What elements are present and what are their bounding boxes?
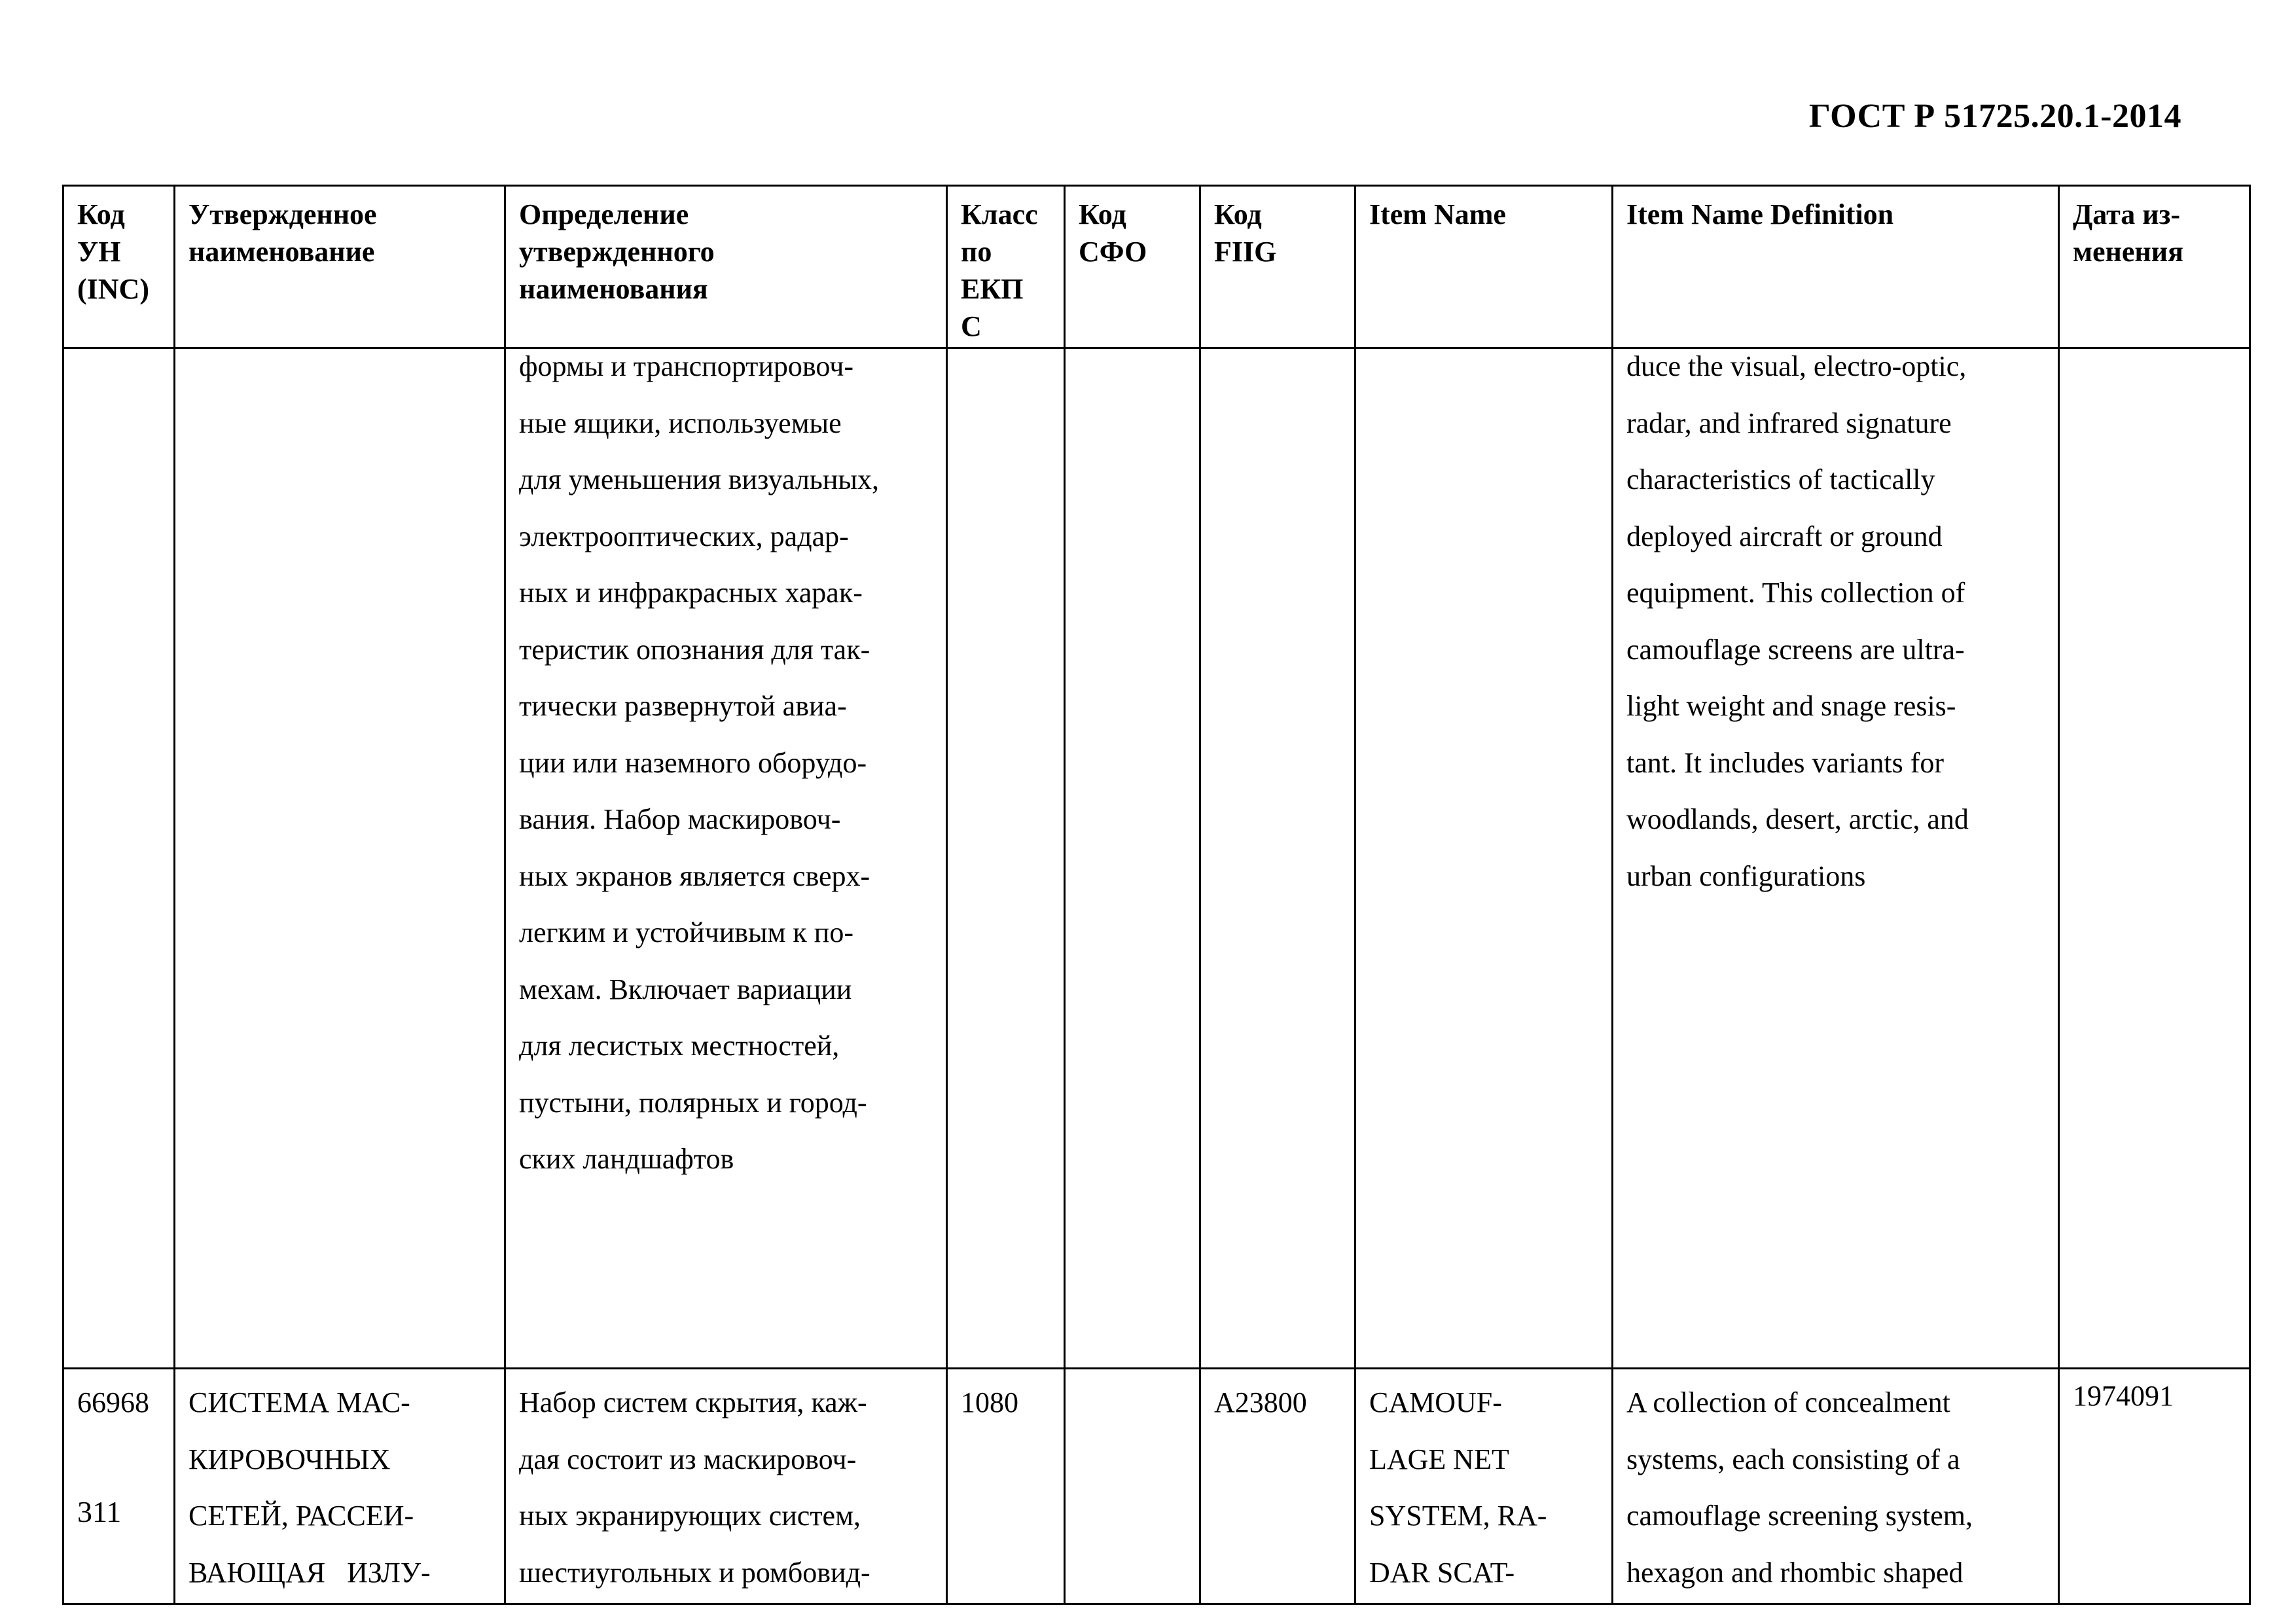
cell-definition-en: duce the visual, electro-optic, radar, and infrared signature characteristics of tactically deployed aircraft or ground equipment. This collection of camouflage screens are ultra- light weight and snage resis- tant. It includes variants for woodlands, desert, arctic, and urban configurations [1613, 348, 2059, 1369]
header-approved-name-definition: Определение утвержденного наименования [505, 186, 947, 348]
cell-item-name [1355, 348, 1613, 1369]
cell-fiig-code: A23800 [1200, 1369, 1355, 1604]
cell-definition-ru: формы и транспортировоч- ные ящики, используемые для уменьшения визуальных, электрооптических, радар- ных и инфракрасных харак- теристик опознания для так- тически развернутой авиа- ции или наземного оборудо- вания. Набор маскировоч- ных экранов является сверх- легким и устойчивым к по- мехам. Включает вариации для лесистых местностей, пустыни, полярных и город- ских ландшафтов [505, 348, 947, 1369]
cell-sfo-code [1065, 1369, 1200, 1604]
table-row-66968 [63, 1369, 2250, 1604]
header-change-date: Дата из- менения [2059, 186, 2250, 348]
header-item-name-definition: Item Name Definition [1613, 186, 2059, 348]
cell-fiig-code [1200, 348, 1355, 1369]
cell-approved-name: СИСТЕМА МАС- КИРОВОЧНЫХ СЕТЕЙ, РАССЕИ- ВАЮЩАЯ ИЗЛУ- [175, 1369, 505, 1604]
header-class: Класс по ЕКП С [947, 186, 1065, 348]
header-sfo-code: Код СФО [1065, 186, 1200, 348]
table-row-continued [63, 348, 2250, 1369]
header-fiig-code: Код FIIG [1200, 186, 1355, 348]
cell-inc: 66968 [63, 1369, 175, 1604]
cell-definition-en: A collection of concealment systems, each consisting of a camouflage screening system, hexagon and rhombic shaped [1613, 1369, 2059, 1604]
table-header-row [63, 186, 2250, 348]
cell-change-date: 1974091 [2059, 1369, 2250, 1604]
header-inc: Код УН (INC) [63, 186, 175, 348]
cell-class: 1080 [947, 1369, 1065, 1604]
document-standard-code: ГОСТ Р 51725.20.1-2014 [1808, 98, 2181, 135]
cell-change-date [2059, 348, 2250, 1369]
cell-definition-ru: Набор систем скрытия, каж- дая состоит из маскировоч- ных экранирующих систем, шестиугольных и ромбовид- [505, 1369, 947, 1604]
cell-approved-name [175, 348, 505, 1369]
cell-class [947, 348, 1065, 1369]
cell-sfo-code [1065, 348, 1200, 1369]
cell-item-name: CAMOUF- LAGE NET SYSTEM, RA- DAR SCAT- [1355, 1369, 1613, 1604]
page-number: 311 [77, 1495, 122, 1528]
header-item-name: Item Name [1355, 186, 1613, 348]
nomenclature-table [62, 185, 2251, 1605]
header-approved-name: Утвержденное наименование [175, 186, 505, 348]
cell-inc [63, 348, 175, 1369]
